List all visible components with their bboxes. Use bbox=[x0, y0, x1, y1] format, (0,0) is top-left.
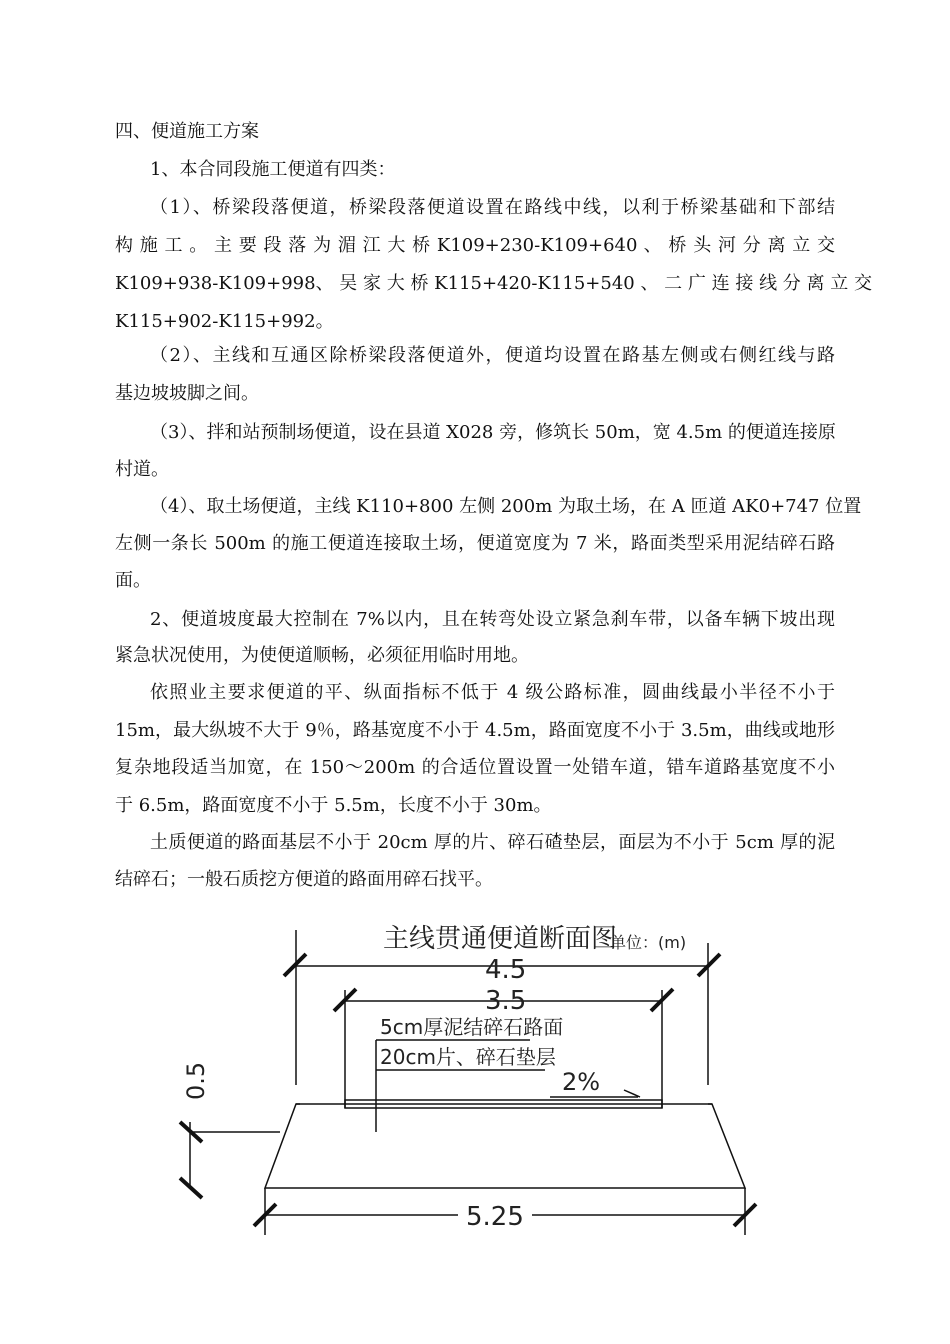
slope-label: 2% bbox=[562, 1068, 601, 1096]
paragraph-line: 基边坡坡脚之间。 bbox=[115, 383, 259, 404]
paragraph-line: K115+902-K115+992。 bbox=[115, 311, 334, 332]
paragraph-line: 1、本合同段施工便道有四类： bbox=[150, 159, 396, 180]
paragraph-line: （4）、取土场便道，主线 K110+800 左侧 200m 为取土场，在 A 匝道 AK0+747 位置 bbox=[150, 496, 862, 517]
paragraph-line: （1）、桥梁段落便道，桥梁段落便道设置在路线中线，以利于桥梁基础和下部结 bbox=[150, 197, 835, 218]
layer-base-label: 20cm片、碎石垫层 bbox=[380, 1045, 556, 1069]
section-title: 四、便道施工方案 bbox=[115, 121, 259, 142]
slope-arrow-head bbox=[624, 1090, 640, 1097]
figure-unit: 单位：(m) bbox=[610, 933, 687, 952]
paragraph-line: 依照业主要求便道的平、纵面指标不低于 4 级公路标准，圆曲线最小半径不小于 bbox=[150, 682, 835, 703]
dim-label-top: 4.5 bbox=[485, 955, 527, 985]
paragraph-line: 结碎石；一般石质挖方便道的路面用碎石找平。 bbox=[115, 869, 493, 890]
subgrade-body bbox=[265, 1104, 745, 1188]
paragraph-line: （2）、主线和互通区除桥梁段落便道外，便道均设置在路基左侧或右侧红线与路 bbox=[150, 345, 835, 366]
dim-tick bbox=[284, 954, 306, 976]
paragraph-line: K109+938-K109+998、 吴 家 大 桥 K115+420-K115+540 、 二 广 连 接 线 分 离 立 交 bbox=[115, 273, 872, 294]
dim-tick bbox=[698, 954, 720, 976]
paragraph-line: （3）、拌和站预制场便道，设在县道 X028 旁，修筑长 50m，宽 4.5m 的便道连接原 bbox=[150, 422, 836, 443]
dim-label-second: 3.5 bbox=[485, 986, 527, 1016]
paragraph-line: 左侧一条长 500m 的施工便道连接取土场，便道宽度为 7 米，路面类型采用泥结碎石路 bbox=[115, 533, 835, 554]
layer-surface-label: 5cm厚泥结碎石路面 bbox=[380, 1015, 564, 1039]
paragraph-line: 于 6.5m，路面宽度不小于 5.5m，长度不小于 30m。 bbox=[115, 795, 552, 816]
paragraph-line: 面。 bbox=[115, 570, 151, 591]
paragraph-line: 2、便道坡度最大控制在 7%以内，且在转弯处设立紧急刹车带，以备车辆下坡出现 bbox=[150, 609, 835, 630]
paragraph-line: 15m，最大纵坡不大于 9％，路基宽度不小于 4.5m，路面宽度不小于 3.5m，曲线或地形 bbox=[115, 720, 835, 741]
figure-title: 主线贯通便道断面图 bbox=[383, 924, 618, 954]
dim-tick bbox=[180, 1178, 202, 1198]
dim-label-bottom: 5.25 bbox=[466, 1202, 524, 1232]
paragraph-line: 土质便道的路面基层不小于 20cm 厚的片、碎石碴垫层，面层为不小于 5cm 厚的泥 bbox=[150, 832, 835, 853]
paragraph-line: 构 施 工 。 主 要 段 落 为 湄 江 大 桥 K109+230-K109+640 、 桥 头 河 分 离 立 交 bbox=[115, 235, 835, 256]
paragraph-line: 复杂地段适当加宽，在 150～200m 的合适位置设置一处错车道，错车道路基宽度不小 bbox=[115, 757, 835, 778]
paragraph-line: 紧急状况使用，为使便道顺畅，必须征用临时用地。 bbox=[115, 645, 529, 666]
height-label: 0.5 bbox=[182, 1061, 210, 1100]
paragraph-line: 村道。 bbox=[115, 459, 169, 480]
